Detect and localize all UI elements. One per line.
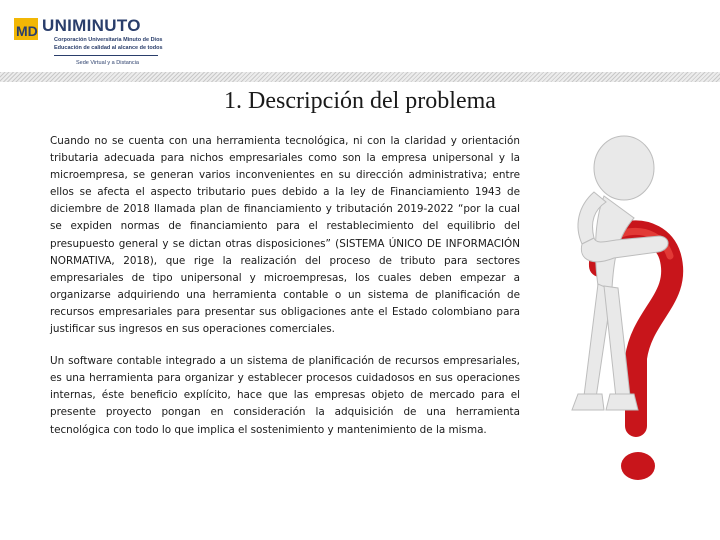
logo-tagline-3: Sede Virtual y a Distancia	[76, 60, 139, 66]
logo-divider	[54, 55, 158, 56]
uniminuto-logo[interactable]	[14, 12, 164, 66]
logo-mark-icon	[14, 12, 40, 46]
header	[0, 0, 720, 80]
slide-body	[50, 133, 520, 454]
logo-tagline-1: Corporación Universitaria Minuto de Dios	[54, 37, 163, 43]
paragraph-1: Cuando no se cuenta con una herramienta tecnológica, ni con la claridad y orientación tributaria adecuada para nichos empresariales como son la empresa unipersonal y la microempresa, se generan varios inconvenientes en su dirección administrativa; entre ellos se afecta el aspecto tributario pues debido a la ley de Financiamiento 1943 de diciembre de 2018 llamada plan de financiamiento y tributación 2019-2022 “por la cual se expiden normas de financiamiento para el restablecimiento del equilibrio del presupuesto general y se dictan otras disposiciones” (SISTEMA ÚNICO DE INFORMACIÓN NORMATIVA, 2018), que rige la realización del proceso de tributo para sectores empresariales de tipo unipersonal y microempresas, los cuales deben empezar a organizarse adquiriendo una herramienta contable o un sistema de planificación de recursos empresariales para presentar sus obligaciones ante el Estado colombiano para justificar sus ingresos en sus operaciones comerciales.	[50, 135, 520, 336]
slide-title: 1. Descripción del problema	[224, 88, 496, 114]
paragraph-2: Un software contable integrado a un sistema de planificación de recursos empresariales, es una herramienta para organizar y establecer procesos cuidadosos en sus operaciones internas, éste beneficio explícito, hace que las empresas objeto de mercado para el presente proyecto pongan en consideración la adquisición de una herramienta tecnológica con todo lo que implica el sostenimiento y mantenimiento de la misma.	[50, 355, 520, 436]
logo-name: UNIMINUTO	[42, 16, 141, 35]
header-band	[0, 72, 720, 82]
thinking-figure-icon	[538, 126, 708, 486]
logo-mark-text: MD	[16, 23, 38, 39]
figure-body-icon	[572, 136, 668, 410]
logo-tagline-2: Educación de calidad al alcance de todos	[54, 45, 163, 51]
